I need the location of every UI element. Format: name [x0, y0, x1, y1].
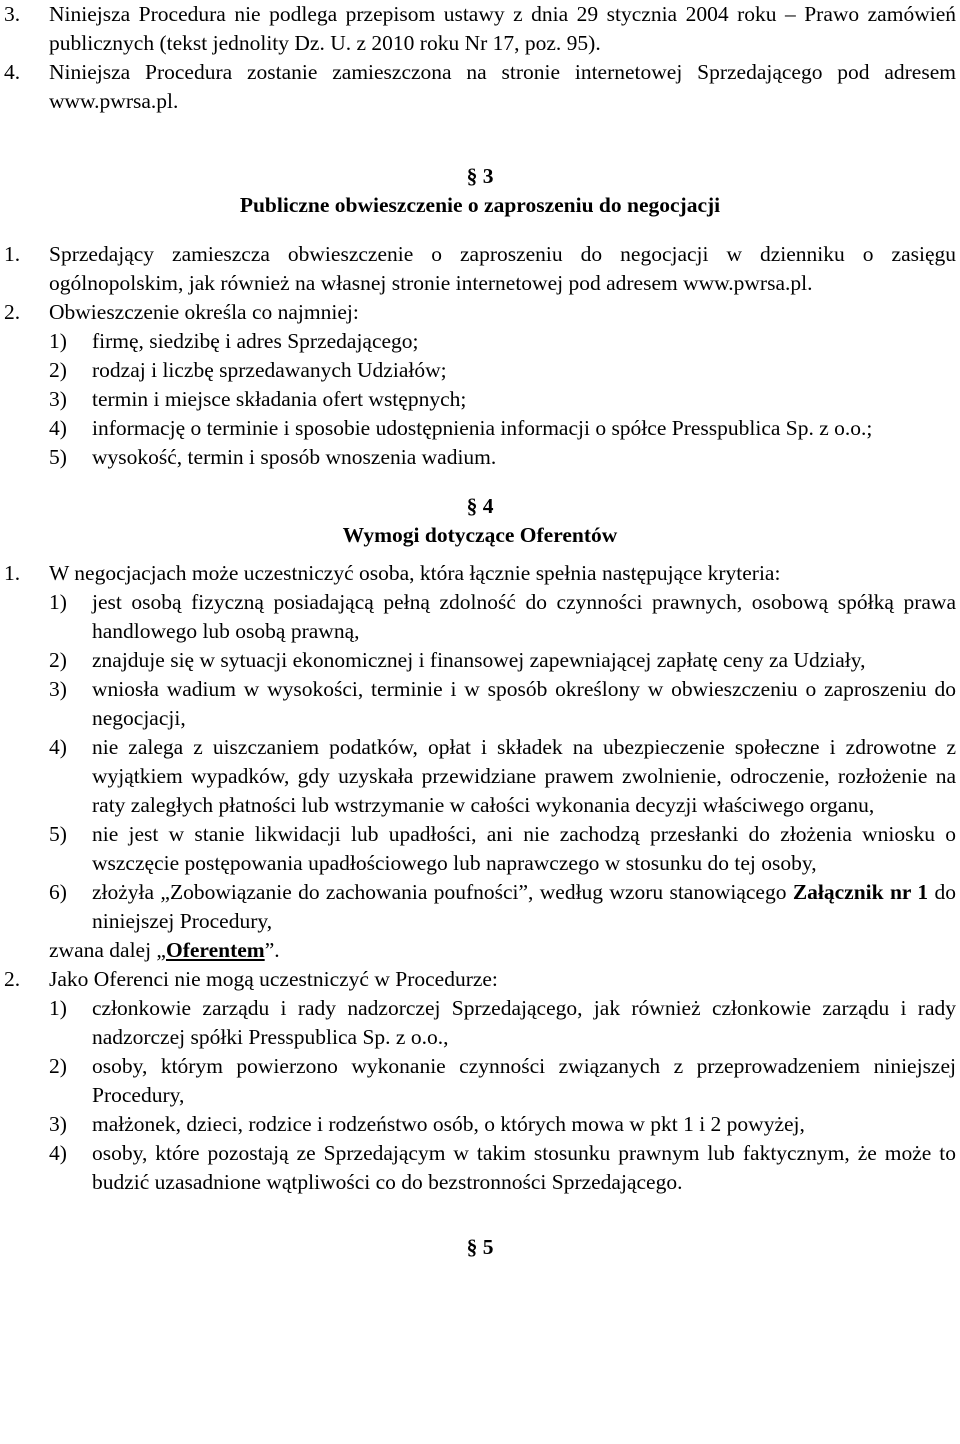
list-item-number: 1): [49, 590, 67, 614]
definition-text-end: ”.: [264, 938, 280, 962]
list-item-text: nie zalega z uiszczaniem podatków, opłat i składek na ubezpieczenie społeczne i zdrowotne z wyjątkiem wypadków, gdy uzyskała przewidziane prawem zwolnienie, odroczenie, rozłożenie na raty zaległych płatności lub wstrzymanie w całości wykonania decyzji właściwego organu,: [92, 735, 956, 817]
list-item-text: firmę, siedzibę i adres Sprzedającego;: [92, 329, 419, 353]
list-item: [4, 588, 956, 646]
list-item-number: 6): [49, 880, 67, 904]
list-item-number: 4): [49, 416, 67, 440]
list-item-number: 2): [49, 1054, 67, 1078]
paragraph-text: Niniejsza Procedura nie podlega przepisom ustawy z dnia 29 stycznia 2004 roku – Prawo zamówień publicznych (tekst jednolity Dz. U. z 2010 roku Nr 17, poz. 95).: [49, 2, 956, 55]
paragraph-number: 4.: [4, 60, 21, 84]
list-item-number: 4): [49, 1141, 67, 1165]
list-item-text: małżonek, dzieci, rodzice i rodzeństwo osób, o których mowa w pkt 1 i 2 powyżej,: [92, 1112, 805, 1136]
list-item-text: rodzaj i liczbę sprzedawanych Udziałów;: [92, 358, 447, 382]
list-item-text: wysokość, termin i sposób wnoszenia wadium.: [92, 445, 497, 469]
section-3-sign: § 3: [466, 164, 494, 188]
list-item-text: informację o terminie i sposobie udostępnienia informacji o spółce Presspublica Sp. z o.o.;: [92, 416, 873, 440]
list-item: [4, 994, 956, 1052]
list-item: [4, 675, 956, 733]
list-item-text: osoby, którym powierzono wykonanie czynności związanych z przeprowadzeniem niniejszej Procedury,: [92, 1054, 956, 1107]
list-item-text: nie jest w stanie likwidacji lub upadłości, ani nie zachodzą przesłanki do złożenia wniosku o wszczęcie postępowania upadłościowego lub naprawczego w stosunku do tej osoby,: [92, 822, 956, 875]
list-item: [4, 1052, 956, 1110]
list-item: [4, 443, 956, 472]
paragraph-text: Obwieszczenie określa co najmniej:: [49, 300, 359, 324]
list-item: [4, 733, 956, 820]
section-4-sign: § 4: [466, 494, 494, 518]
list-item: [4, 1139, 956, 1197]
section-4-paragraph-2: [4, 965, 956, 994]
list-item: [4, 356, 956, 385]
section-3-paragraph-1: [4, 240, 956, 298]
list-item: [4, 1110, 956, 1139]
annex-reference: Załącznik nr 1: [792, 880, 929, 904]
section-5-sign: § 5: [466, 1235, 494, 1259]
definition-line: [4, 936, 956, 965]
paragraph-number: 2.: [4, 300, 21, 324]
paragraph-text: Sprzedający zamieszcza obwieszczenie o zaproszeniu do negocjacji w dzienniku o zasięgu ogólnopolskim, jak również na własnej stronie internetowej pod adresem www.pwrsa.pl.: [49, 242, 956, 295]
section-4-paragraph-1: [4, 559, 956, 588]
list-item: [4, 820, 956, 878]
paragraph-number: 1.: [4, 242, 21, 266]
list-item-text: osoby, które pozostają ze Sprzedającym w takim stosunku prawnym lub faktycznym, że może to budzić uzasadnione wątpliwości co do bezstronności Sprzedającego.: [92, 1141, 956, 1194]
section-3-paragraph-2: [4, 298, 956, 327]
list-item-number: 2): [49, 358, 67, 382]
list-item-number: 3): [49, 677, 67, 701]
list-item: [4, 385, 956, 414]
paragraph-text: Niniejsza Procedura zostanie zamieszczona na stronie internetowej Sprzedającego pod adresem www.pwrsa.pl.: [49, 60, 956, 113]
list-item-text: członkowie zarządu i rady nadzorczej Sprzedającego, jak również członkowie zarządu i rady nadzorczej spółki Presspublica Sp. z o.o.,: [92, 996, 956, 1049]
list-item: [4, 414, 956, 443]
paragraph-4: [4, 58, 956, 116]
list-item-text: jest osobą fizyczną posiadającą pełną zdolność do czynności prawnych, osobową spółką prawa handlowego lub osobą prawną,: [92, 590, 956, 643]
list-item-number: 1): [49, 329, 67, 353]
paragraph-number: 2.: [4, 967, 21, 991]
definition-text: zwana dalej „: [49, 938, 166, 962]
list-item-number: 3): [49, 1112, 67, 1136]
paragraph-3: [4, 0, 956, 58]
list-item-number: 5): [49, 822, 67, 846]
list-item-text: termin i miejsce składania ofert wstępnych;: [92, 387, 467, 411]
paragraph-text: W negocjacjach może uczestniczyć osoba, która łącznie spełnia następujące kryteria:: [49, 561, 781, 585]
list-item-text: wniosła wadium w wysokości, terminie i w sposób określony w obwieszczeniu o zaproszeniu do negocjacji,: [92, 677, 956, 730]
list-item: [4, 646, 956, 675]
list-item-text: złożyła „Zobowiązanie do zachowania poufności”, według wzoru stanowiącego: [92, 880, 793, 904]
list-item-number: 2): [49, 648, 67, 672]
defined-term: Oferentem: [165, 938, 265, 962]
list-item: [4, 878, 956, 936]
paragraph-number: 3.: [4, 2, 21, 26]
list-item-text-end: do niniejszej Procedury,: [92, 880, 956, 933]
list-item-number: 3): [49, 387, 67, 411]
section-4-title: Wymogi dotyczące Oferentów: [342, 523, 618, 547]
paragraph-text: Jako Oferenci nie mogą uczestniczyć w Procedurze:: [49, 967, 498, 991]
list-item-number: 5): [49, 445, 67, 469]
list-item: [4, 327, 956, 356]
section-3-title: Publiczne obwieszczenie o zaproszeniu do negocjacji: [239, 193, 721, 217]
list-item-number: 4): [49, 735, 67, 759]
list-item-text: znajduje się w sytuacji ekonomicznej i finansowej zapewniającej zapłatę ceny za Udziały,: [92, 648, 866, 672]
list-item-number: 1): [49, 996, 67, 1020]
paragraph-number: 1.: [4, 561, 21, 585]
